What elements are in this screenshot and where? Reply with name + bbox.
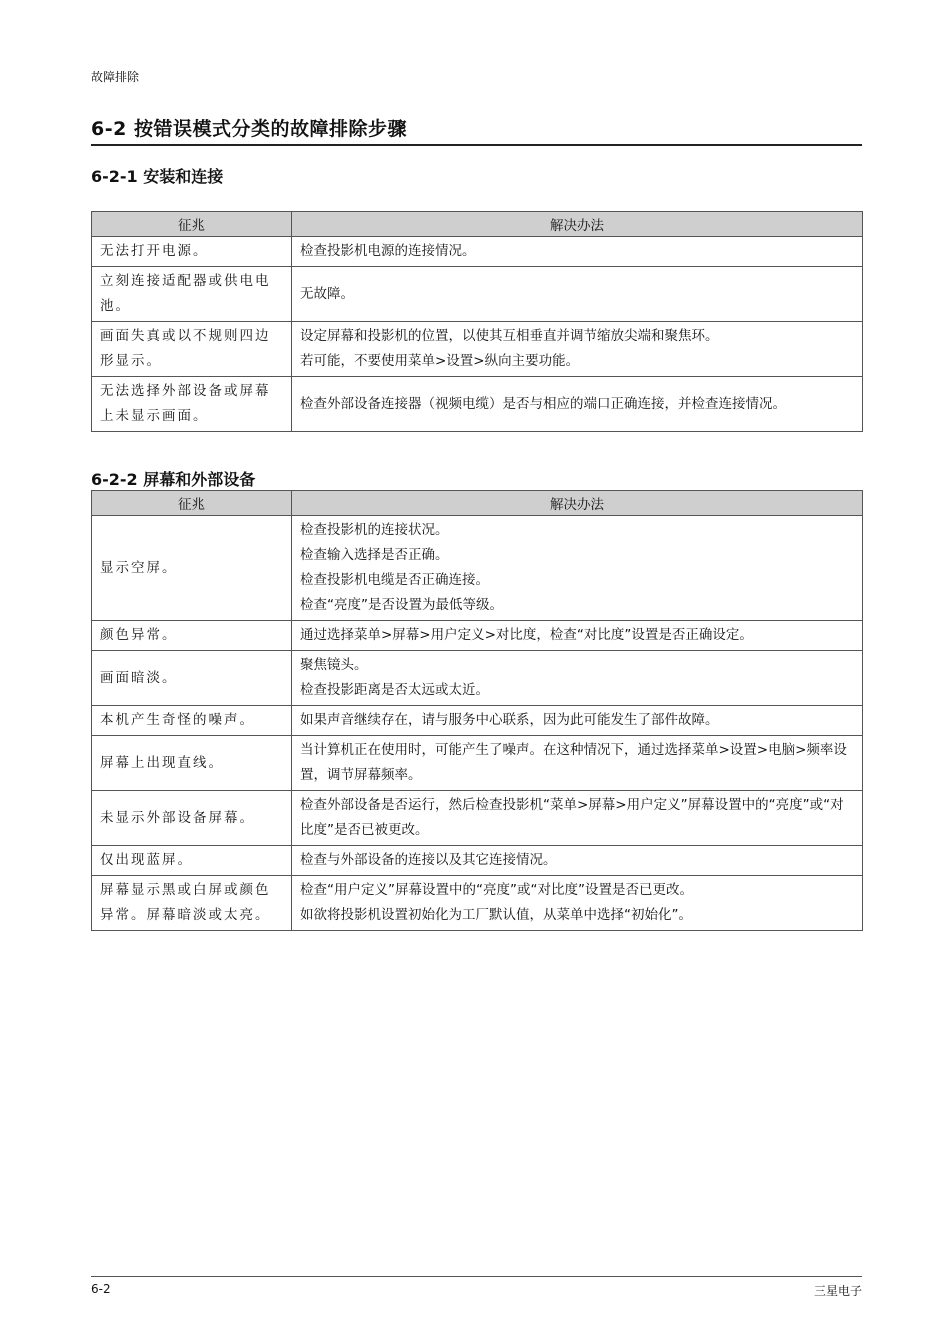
solution-line: 若可能，不要使用菜单>设置>纵向主要功能。 <box>300 353 580 369</box>
solution-cell <box>292 706 863 736</box>
solution-line: 设定屏幕和投影机的位置，以使其互相垂直并调节缩放尖端和聚焦环。 <box>300 328 719 344</box>
solution-line: 检查输入选择是否正确。 <box>300 547 449 563</box>
solution-line: 检查投影机电源的连接情况。 <box>300 243 476 259</box>
symptom-cell: 画面暗淡。 <box>92 651 292 706</box>
table-header-row <box>92 212 863 237</box>
solution-cell <box>292 876 863 931</box>
table-row <box>92 846 863 876</box>
solution-cell <box>292 736 863 791</box>
table-row <box>92 267 863 322</box>
symptom-cell: 颜色异常。 <box>92 621 292 651</box>
symptom-cell: 未显示外部设备屏幕。 <box>92 791 292 846</box>
symptom-cell: 立刻连接适配器或供电电池。 <box>92 267 292 322</box>
table-row <box>92 736 863 791</box>
running-header: 故障排除 <box>91 70 140 84</box>
solution-cell <box>292 516 863 621</box>
solution-line: 通过选择菜单>屏幕>用户定义>对比度，检查“对比度”设置是否正确设定。 <box>300 627 753 643</box>
subsection-title-install: 6-2-1 安装和连接 <box>91 167 224 186</box>
screen-table-body <box>92 516 863 931</box>
symptom-column-header: 征兆 <box>92 491 292 516</box>
symptom-cell: 显示空屏。 <box>92 516 292 621</box>
solution-cell <box>292 377 863 432</box>
table-row <box>92 791 863 846</box>
solution-line: 检查外部设备连接器（视频电缆）是否与相应的端口正确连接，并检查连接情况。 <box>300 395 786 412</box>
brand-name: 三星电子 <box>813 1284 862 1298</box>
table-row <box>92 876 863 931</box>
solution-column-header: 解决办法 <box>292 212 863 237</box>
table-header-row <box>92 491 863 516</box>
symptom-column-header: 征兆 <box>92 212 292 237</box>
solution-line: 检查投影机电缆是否正确连接。 <box>300 572 489 588</box>
table-row <box>92 377 863 432</box>
solution-line: 检查投影机的连接状况。 <box>300 522 449 538</box>
solution-line: 聚焦镜头。 <box>300 657 368 673</box>
solution-line: 如果声音继续存在，请与服务中心联系，因为此可能发生了部件故障。 <box>300 712 719 728</box>
table-row <box>92 706 863 736</box>
screen-table <box>91 490 863 931</box>
section-title: 6-2 按错误模式分类的故障排除步骤 <box>91 118 407 140</box>
symptom-cell: 画面失真或以不规则四边形显示。 <box>92 322 292 377</box>
solution-line: 检查与外部设备的连接以及其它连接情况。 <box>300 852 557 868</box>
subsection-title-screen: 6-2-2 屏幕和外部设备 <box>91 470 256 489</box>
symptom-cell: 屏幕上出现直线。 <box>92 736 292 791</box>
solution-line: 检查“用户定义”屏幕设置中的“亮度”或“对比度”设置是否已更改。 <box>300 882 693 898</box>
solution-line: 当计算机正在使用时，可能产生了噪声。在这种情况下，通过选择菜单>设置>电脑>频率设置，调节屏幕频率。 <box>300 742 847 783</box>
solution-column-header: 解决办法 <box>292 491 863 516</box>
symptom-cell: 无法打开电源。 <box>92 237 292 267</box>
table-row <box>92 516 863 621</box>
section-title-block <box>91 114 862 146</box>
symptom-cell: 仅出现蓝屏。 <box>92 846 292 876</box>
symptom-cell: 屏幕显示黑或白屏或颜色异常。屏幕暗淡或太亮。 <box>92 876 292 931</box>
solution-line: 无故障。 <box>300 285 354 302</box>
solution-line: 检查外部设备是否运行，然后检查投影机“菜单>屏幕>用户定义”屏幕设置中的“亮度”或“对比度”是否已被更改。 <box>300 797 844 838</box>
solution-line: 如欲将投影机设置初始化为工厂默认值，从菜单中选择“初始化”。 <box>300 907 692 923</box>
solution-cell <box>292 621 863 651</box>
page-number: 6-2 <box>91 1282 111 1296</box>
table-row <box>92 651 863 706</box>
symptom-cell: 本机产生奇怪的噪声。 <box>92 706 292 736</box>
install-table <box>91 211 863 432</box>
solution-line: 检查“亮度”是否设置为最低等级。 <box>300 597 503 613</box>
solution-cell <box>292 791 863 846</box>
table-row <box>92 237 863 267</box>
solution-cell <box>292 322 863 377</box>
symptom-cell: 无法选择外部设备或屏幕上未显示画面。 <box>92 377 292 432</box>
solution-cell <box>292 651 863 706</box>
solution-cell <box>292 237 863 267</box>
solution-line: 检查投影距离是否太远或太近。 <box>300 682 489 698</box>
table-row <box>92 322 863 377</box>
install-table-body <box>92 237 863 432</box>
table-row <box>92 621 863 651</box>
solution-cell <box>292 267 863 322</box>
footer-divider <box>91 1276 862 1277</box>
solution-cell <box>292 846 863 876</box>
